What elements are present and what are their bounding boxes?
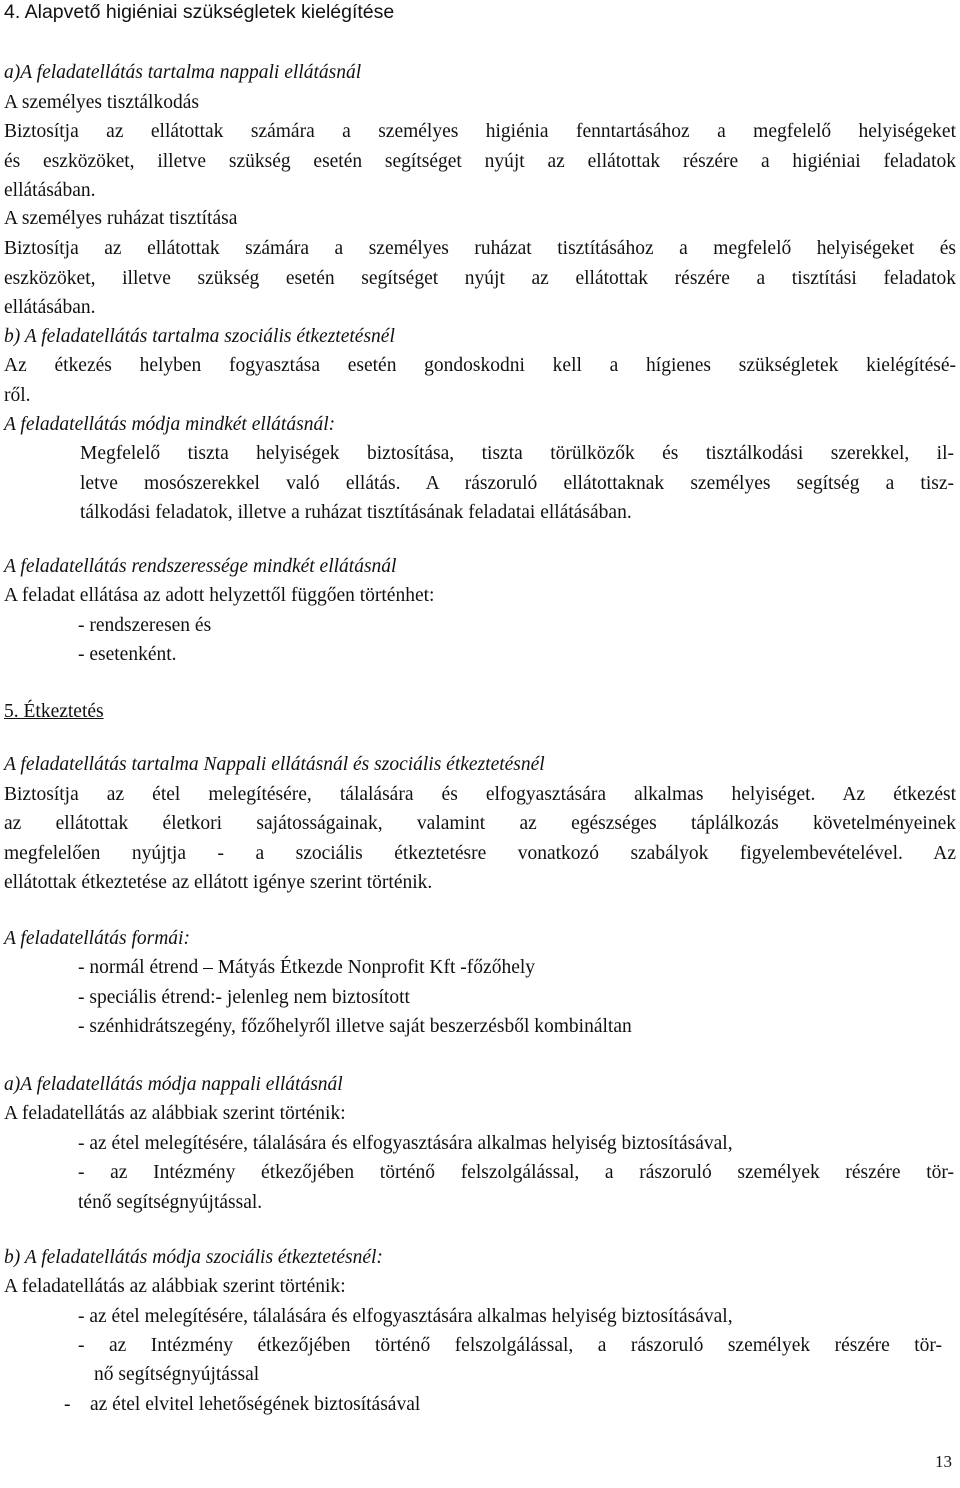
- formai-title: A feladatellátás formái:: [4, 928, 190, 949]
- modja-line: letve mosószerekkel való ellátás. A rászoruló ellátottaknak személyes segítség a tisz-: [80, 473, 954, 494]
- b-modja-text: A feladatellátás az alábbiak szerint történik:: [4, 1276, 346, 1297]
- tartalma-line: az ellátottak életkori sajátosságainak, valamint az egészséges táplálkozás követelményeinek: [4, 813, 956, 834]
- b-modja-item: - az Intézmény étkezőjében történő felszolgálással, a rászoruló személyek részére tör-: [78, 1335, 942, 1356]
- section-4-b-line: Az étkezés helyben fogyasztása esetén gondoskodni kell a hígienes szükségletek kielégítésé-: [4, 355, 956, 376]
- a-modja-item: - az Intézmény étkezőjében történő felszolgálással, a rászoruló személyek részére tör-: [78, 1162, 954, 1183]
- section-4-b-line: ről.: [4, 385, 31, 406]
- section-4-a-title: a)A feladatellátás tartalma nappali ellátásnál: [4, 62, 362, 83]
- a-modja-item: ténő segítségnyújtással.: [78, 1192, 263, 1213]
- section-4-b-title: b) A feladatellátás tartalma szociális étkeztetésnél: [4, 326, 395, 347]
- a-modja-text: A feladatellátás az alábbiak szerint történik:: [4, 1103, 346, 1124]
- b-modja-title: b) A feladatellátás módja szociális étkeztetésnél:: [4, 1247, 383, 1268]
- a-modja-title: a)A feladatellátás módja nappali ellátásnál: [4, 1074, 343, 1095]
- b-modja-item: nő segítségnyújtással: [94, 1364, 260, 1385]
- a-modja-item: - az étel melegítésére, tálalására és elfogyasztására alkalmas helyiség biztosításával,: [78, 1133, 733, 1154]
- tisztalkodas-line: és eszközöket, illetve szükség esetén segítséget nyújt az ellátottak részére a higiéniai feladatok: [4, 151, 956, 172]
- section-4-heading: 4. Alapvető higiéniai szükségletek kielégítése: [4, 1, 395, 23]
- rendszeresseg-text: A feladat ellátása az adott helyzettől függően történhet:: [4, 585, 435, 606]
- formai-item: - normál étrend – Mátyás Étkezde Nonprofit Kft -főzőhely: [78, 957, 536, 978]
- tisztalkodas-line: ellátásában.: [4, 180, 96, 201]
- modja-line: Megfelelő tiszta helyiségek biztosítása, tiszta törülközők és tisztálkodási szerekkel, il-: [80, 443, 954, 464]
- section-5-heading: 5. Étkeztetés: [4, 701, 104, 722]
- modja-line: tálkodási feladatok, illetve a ruházat tisztításának feladatai ellátásában.: [80, 502, 632, 523]
- ruhazat-line: ellátásában.: [4, 297, 96, 318]
- formai-item: - speciális étrend:- jelenleg nem biztosított: [78, 987, 410, 1008]
- ruhazat-line: Biztosítja az ellátottak számára a személyes ruházat tisztításához a megfelelő helyiségeket és: [4, 238, 956, 259]
- ruhazat-line: eszközöket, illetve szükség esetén segítséget nyújt az ellátottak részére a tisztítási feladatok: [4, 268, 956, 289]
- page-number: 13: [935, 1452, 952, 1471]
- rendszeresseg-item: - esetenként.: [78, 644, 177, 665]
- tartalma-title: A feladatellátás tartalma Nappali ellátásnál és szociális étkeztetésnél: [4, 754, 545, 775]
- formai-item: - szénhidrátszegény, főzőhelyről illetve saját beszerzésből kombináltan: [78, 1016, 632, 1037]
- b-modja-item: - az étel elvitel lehetőségének biztosításával: [64, 1394, 421, 1415]
- tartalma-line: megfelelően nyújtja - a szociális étkeztetésre vonatkozó szabályok figyelembevételével. Az: [4, 843, 956, 864]
- tisztalkodas-line: Biztosítja az ellátottak számára a személyes higiénia fenntartásához a megfelelő helyiségeket: [4, 121, 956, 142]
- tisztalkodas-title: A személyes tisztálkodás: [4, 92, 199, 113]
- ruhazat-title: A személyes ruházat tisztítása: [4, 208, 238, 229]
- tartalma-line: ellátottak étkeztetése az ellátott igénye szerint történik.: [4, 872, 433, 893]
- b-modja-item: - az étel melegítésére, tálalására és elfogyasztására alkalmas helyiség biztosításával,: [78, 1306, 733, 1327]
- rendszeresseg-title: A feladatellátás rendszeressége mindkét ellátásnál: [4, 556, 397, 577]
- modja-title: A feladatellátás módja mindkét ellátásnál:: [4, 414, 336, 435]
- tartalma-line: Biztosítja az étel melegítésére, tálalására és elfogyasztására alkalmas helyiséget. Az étkezést: [4, 784, 956, 805]
- rendszeresseg-item: - rendszeresen és: [78, 615, 212, 636]
